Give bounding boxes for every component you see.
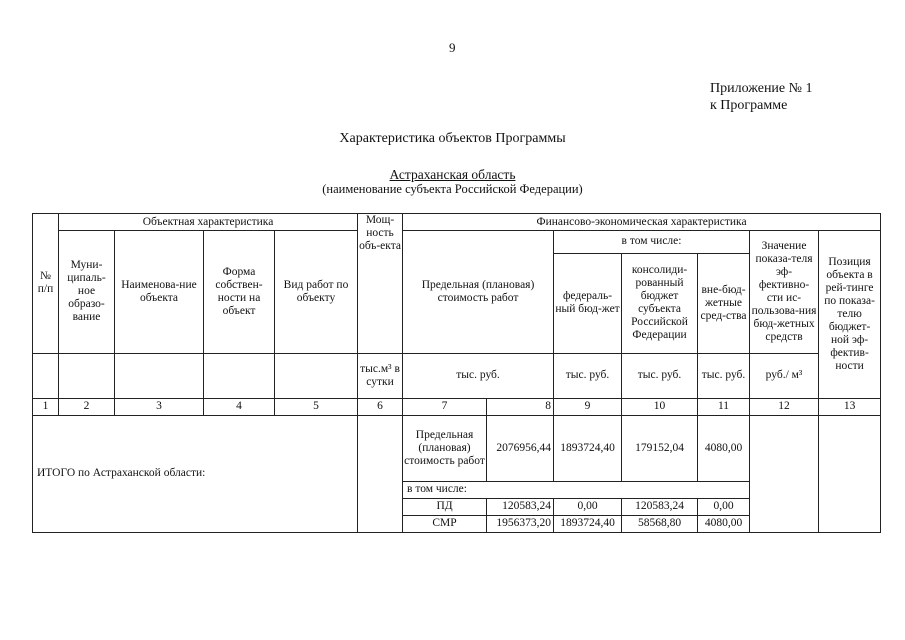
total-capacity xyxy=(358,415,403,532)
col-number: 6 xyxy=(358,398,403,415)
total-indicator xyxy=(750,415,819,481)
document-title: Характеристика объектов Программы xyxy=(339,131,566,146)
header-capacity-spacer xyxy=(358,253,403,353)
unit-federal: тыс. руб. xyxy=(554,353,622,398)
units-num-spacer xyxy=(33,353,59,398)
row-pd-extrabudget: 0,00 xyxy=(698,498,750,515)
total-cost: 2076956,44 xyxy=(487,415,554,481)
row-smr-consolidated: 58568,80 xyxy=(622,515,698,532)
col-number: 5 xyxy=(275,398,358,415)
col-number: 8 xyxy=(487,398,554,415)
row-smr-federal: 1893724,40 xyxy=(554,515,622,532)
appendix-line-1: Приложение № 1 xyxy=(710,81,813,96)
header-work-type: Вид работ по объекту xyxy=(275,231,358,354)
row-smr-cost: 1956373,20 xyxy=(487,515,554,532)
units-work-spacer xyxy=(275,353,358,398)
unit-cost: тыс. руб. xyxy=(403,353,554,398)
header-num: № п/п xyxy=(33,214,59,354)
total-label: ИТОГО по Астраханской области: xyxy=(33,415,358,532)
header-federal: федераль-ный бюд-жет xyxy=(554,253,622,353)
row-pd-federal: 0,00 xyxy=(554,498,622,515)
header-cost-limit: Предельная (плановая) стоимость работ xyxy=(403,231,554,354)
row-smr-indicator xyxy=(750,515,819,532)
total-consolidated: 179152,04 xyxy=(622,415,698,481)
col-number: 13 xyxy=(819,398,881,415)
col-number: 7 xyxy=(403,398,487,415)
page-number: 9 xyxy=(449,40,456,55)
appendix-line-2: к Программе xyxy=(710,98,788,113)
col-number: 2 xyxy=(59,398,115,415)
units-municipality-spacer xyxy=(59,353,115,398)
unit-capacity: тыс.м³ в сутки xyxy=(358,353,403,398)
total-extrabudget: 4080,00 xyxy=(698,415,750,481)
unit-extrabudget: тыс. руб. xyxy=(698,353,750,398)
row-pd-name: ПД xyxy=(403,498,487,515)
col-number: 12 xyxy=(750,398,819,415)
header-capacity: Мощ-ность объ-екта xyxy=(359,214,401,252)
header-object-name: Наименова-ние объекта xyxy=(115,231,204,354)
appendix-note xyxy=(710,80,813,114)
header-indicator: Значение показа-теля эф-фективно-сти ис-пользова-ния бюд-жетных средств xyxy=(750,231,819,354)
total-including: в том числе: xyxy=(403,481,750,498)
header-ownership: Форма собствен-ности на объект xyxy=(204,231,275,354)
header-finance-group: Финансово-экономическая характеристика xyxy=(403,214,881,231)
col-number: 11 xyxy=(698,398,750,415)
header-extrabudget: вне-бюд-жетные сред-ства xyxy=(698,253,750,353)
row-pd-cost: 120583,24 xyxy=(487,498,554,515)
unit-indicator: руб./ м³ xyxy=(750,353,819,398)
unit-consolidated: тыс. руб. xyxy=(622,353,698,398)
region-name: Астраханская область xyxy=(389,167,516,182)
header-municipality: Муни-ципаль-ное образо-вание xyxy=(59,231,115,354)
col-number: 1 xyxy=(33,398,59,415)
header-including: в том числе: xyxy=(554,231,750,254)
objects-table xyxy=(32,213,881,533)
units-object-spacer xyxy=(115,353,204,398)
region-caption: (наименование субъекта Российской Федерации) xyxy=(322,182,583,196)
units-ownership-spacer xyxy=(204,353,275,398)
col-number: 10 xyxy=(622,398,698,415)
row-smr-name: СМР xyxy=(403,515,487,532)
col-number: 4 xyxy=(204,398,275,415)
total-cost-label: Предельная (плановая) стоимость работ xyxy=(403,415,487,481)
total-rank xyxy=(819,415,881,532)
total-federal: 1893724,40 xyxy=(554,415,622,481)
col-number: 9 xyxy=(554,398,622,415)
header-consolidated: консолиди-рованный бюджет субъекта Российской Федерации xyxy=(622,253,698,353)
header-rank: Позиция объекта в рей-тинге по показа-телю бюджет-ной эф-фектив-ности xyxy=(819,231,881,399)
row-pd-consolidated: 120583,24 xyxy=(622,498,698,515)
row-pd-indicator xyxy=(750,498,819,515)
row-smr-extrabudget: 4080,00 xyxy=(698,515,750,532)
col-number: 3 xyxy=(115,398,204,415)
header-object-group: Объектная характеристика xyxy=(59,214,358,231)
total-indicator-spacer xyxy=(750,481,819,498)
